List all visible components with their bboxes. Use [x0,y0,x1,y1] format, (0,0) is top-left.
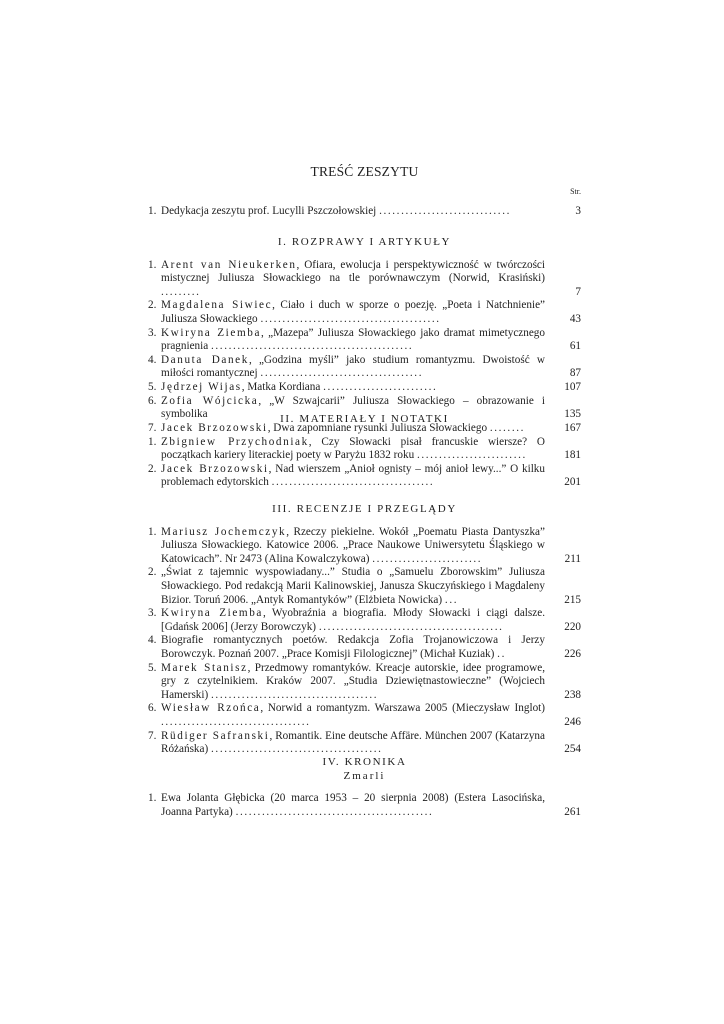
entry-page: 167 [564,421,581,434]
section-heading: IV. KRONIKA [322,756,407,768]
entry-author: Zofia Wójcicka [161,394,259,407]
entry-text: , „Mazepa” Juliusza Słowackiego jako dramat mimetycznego pragnienia [161,326,545,353]
entry-author: Arent van Nieukerken [161,258,297,271]
entry-author: Kwiryna Ziemba [161,607,263,620]
page-title: TREŚĆ ZESZYTU [310,164,419,179]
entry-page: 107 [564,380,581,393]
entry-page: 238 [564,688,581,701]
entry-number: 1. [148,792,157,805]
entry-number: 1. [148,258,157,271]
entry-text: Biografie romantycznych poetów. Redakcja Zofia Trojanowiczowa i Jerzy Borowczyk. Poznań 2007. „Prace Komisji Filologicznej” (Michał Kuziak) [161,634,545,660]
toc-entry: 3. Kwiryna Ziemba, „Mazepa” Juliusza Słowackiego jako dramat mimetycznego pragnienia .............................................. 61 [148,326,581,353]
entry-text: , Dwa zapomniane rysunki Juliusza Słowackiego [267,421,488,434]
toc-entry: 5. Jędrzej Wijas, Matka Kordiana .......................... 107 [148,380,581,393]
entry-author: Jacek Brzozowski [161,421,268,434]
entry-number: 7. [148,421,157,434]
toc-entry: 1. Ewa Jolanta Głębicka (20 marca 1953 – 20 sierpnia 2008) (Estera Lasocińska, Joanna Partyka) ............................................. 261 [148,792,581,818]
entry-text: , Nad wierszem „Anioł ognisty – mój anioł lewy...” O kilku problemach edytorskich [161,462,545,489]
entry-author: Mariusz Jochemczyk [161,525,287,538]
entry-page: 246 [564,715,581,728]
toc-entry: 2. Magdalena Siwiec, Ciało i duch w sporze o poezję. „Poeta i Natchnienie” Juliusza Słowackiego ......................................... 43 [148,299,581,325]
entry-page: 211 [564,552,581,565]
entry-text: , Wyobraźnia a biografia. Młody Słowacki i ciągi dalsze. [Gdańsk 2006] (Jerzy Borowczyk) [161,607,545,633]
entry-number: 6. [148,394,157,407]
entry-author: Kwiryna Ziemba [161,326,262,339]
toc-entry: 3. Kwiryna Ziemba, Wyobraźnia a biografia. Młody Słowacki i ciągi dalsze. [Gdańsk 2006] (Jerzy Borowczyk) .......................................... 220 [148,607,581,633]
entry-text: , Norwid a romantyzm. Warszawa 2005 (Mieczysław Inglot) [260,702,545,715]
toc-entry: 4. Biografie romantycznych poetów. Redakcja Zofia Trojanowiczowa i Jerzy Borowczyk. Poznań 2007. „Prace Komisji Filologicznej” (Michał Kuziak) .. 226 [148,634,581,660]
entry-number: 1. [148,435,157,448]
toc-entry: 7. Jacek Brzozowski, Dwa zapomniane rysunki Juliusza Słowackiego ........ 167 [148,421,581,434]
entry-number: 1. [148,205,157,217]
entry-author: Magdalena Siwiec [161,299,273,312]
entry-text: , „Godzina myśli” jako studium romantyzmu. Dwoistość w miłości romantycznej [161,353,545,380]
entry-text: Dedykacja zeszytu prof. Lucylli Pszczołowskiej [161,205,377,217]
entry-number: 4. [148,634,157,647]
entry-page: 181 [564,449,581,462]
entry-number: 6. [148,702,157,715]
entry-text: , „W Szwajcarii” Juliusza Słowackiego – obrazowanie i symbolika [161,394,545,421]
section-heading: I. ROZPRAWY I ARTYKUŁY [277,236,452,248]
entry-text: , Czy Słowacki pisał francuskie wiersze? O początkach kariery literackiej poety w Paryżu 1832 roku [161,435,545,462]
entry-page: 220 [564,620,581,633]
section-subheading: Zmarli [343,769,386,782]
entry-text: , Romantik. Eine deutsche Affäre. München 2007 (Katarzyna Różańska) [161,729,545,756]
entry-page: 215 [564,593,581,606]
section-heading: II. MATERIAŁY I NOTATKI [280,413,449,425]
entry-number: 2. [148,566,157,579]
entry-author: Wiesław Rzońca [161,702,261,715]
entry-page: 135 [564,408,581,421]
section-kronika [148,756,581,819]
entry-text: , Przedmowy romantyków. Kreacje autorskie, idee programowe, gry z czytelnikiem. Kraków 2007. „Studia Dziewiętnastowieczne” (Wojciech Hamerski) [161,661,545,701]
entry-number: 5. [148,380,157,393]
entry-number: 7. [148,729,157,742]
toc-entry: 1. Zbigniew Przychodniak, Czy Słowacki pisał francuskie wiersze? O początkach kariery literackiej poety w Paryżu 1832 roku ......................... 181 [148,435,581,462]
page-column-label: Str. [570,187,581,196]
toc-entry: 2. Jacek Brzozowski, Nad wierszem „Anioł ognisty – mój anioł lewy...” O kilku problemach edytorskich ..................................... 201 [148,462,581,489]
dedication-entry [148,205,581,219]
entry-number: 2. [148,462,157,475]
entry-author: Jacek Brzozowski [161,462,269,475]
entry-page: 261 [564,805,581,818]
entry-text: , Ofiara, ewolucja i perspektywiczność w twórczości mistycznej Juliusza Słowackiego na tle porównawczym (Norwid, Krasiński) [161,258,545,285]
entry-author: Danuta Danek [161,353,249,366]
entry-page: 3 [575,205,581,217]
entry-page: 201 [564,476,581,489]
entry-page: 61 [569,340,581,353]
entry-number: 5. [148,661,157,674]
toc-entry: 1. Dedykacja zeszytu prof. Lucylli Pszczołowskiej .............................. 3 [148,205,581,217]
entry-text: „Świat z tajemnic wyspowiadany...” Studia o „Samuelu Zborowskim” Juliusza Słowackiego. Pod redakcją Marii Kalinowskiej, Janusza Skuczyńskiego i Magdaleny Bizior. Toruń 2006. „Antyk Romantyków” (Elżbieta Nowicka) [161,566,545,606]
section-materialy [148,413,581,490]
entry-number: 4. [148,353,157,366]
toc-entry: 2. „Świat z tajemnic wyspowiadany...” Studia o „Samuelu Zborowskim” Juliusza Słowackiego. Pod redakcją Marii Kalinowskiej, Janusza Skuczyńskiego i Magdaleny Bizior. Toruń 2006. „Antyk Romantyków” (Elżbieta Nowicka) ... 215 [148,566,581,606]
toc-entry: 6. Wiesław Rzońca, Norwid a romantyzm. Warszawa 2005 (Mieczysław Inglot) .................................. 246 [148,702,581,728]
toc-entry: 4. Danuta Danek, „Godzina myśli” jako studium romantyzmu. Dwoistość w miłości romantycznej ..................................... 87 [148,353,581,380]
entry-number: 3. [148,607,157,620]
entry-number: 3. [148,326,157,339]
toc-entry: 1. Arent van Nieukerken, Ofiara, ewolucja i perspektywiczność w twórczości mistycznej Juliusza Słowackiego na tle porównawczym (Norwid, Krasiński) ......... 7 [148,258,581,298]
toc-entry: 5. Marek Stanisz, Przedmowy romantyków. Kreacje autorskie, idee programowe, gry z czytelnikiem. Kraków 2007. „Studia Dziewiętnastowieczne” (Wojciech Hamerski) ...................................... 238 [148,661,581,701]
section-recenzje [148,503,581,757]
entry-text: , Rzeczy piekielne. Wokół „Poematu Piasta Dantyszka” Juliusza Słowackiego. Katowice 2006. „Prace Naukowe Uniwersytetu Śląskiego w Katowicach”. Nr 2473 (Alina Kowalczykowa) [161,525,545,565]
entry-author: Marek Stanisz [161,661,248,674]
entry-author: Rüdiger Safranski [161,729,270,742]
entry-page: 7 [575,285,581,298]
section-heading: III. RECENZJE I PRZEGLĄDY [272,503,457,515]
entry-page: 87 [569,367,581,380]
entry-page: 254 [564,743,581,756]
entry-text: , Matka Kordiana [241,380,321,393]
entry-text: Ewa Jolanta Głębicka (20 marca 1953 – 20 sierpnia 2008) (Estera Lasocińska, Joanna Partyka) [161,792,545,818]
entry-page: 43 [569,312,581,325]
entry-author: Zbigniew Przychodniak [161,435,309,448]
toc-entry: 1. Mariusz Jochemczyk, Rzeczy piekielne. Wokół „Poematu Piasta Dantyszka” Juliusza Słowackiego. Katowice 2006. „Prace Naukowe Uniwersytetu Śląskiego w Katowicach”. Nr 2473 (Alina Kowalczykowa) ......................... 211 [148,525,581,565]
entry-text: , Ciało i duch w sporze o poezję. „Poeta i Natchnienie” Juliusza Słowackiego [161,299,545,325]
entry-author: Jędrzej Wijas [161,380,242,393]
section-rozprawy [148,236,581,435]
toc-entry: 7. Rüdiger Safranski, Romantik. Eine deutsche Affäre. München 2007 (Katarzyna Różańska) ....................................... 254 [148,729,581,756]
entry-page: 226 [564,647,581,660]
entry-number: 1. [148,525,157,538]
entry-number: 2. [148,299,157,312]
